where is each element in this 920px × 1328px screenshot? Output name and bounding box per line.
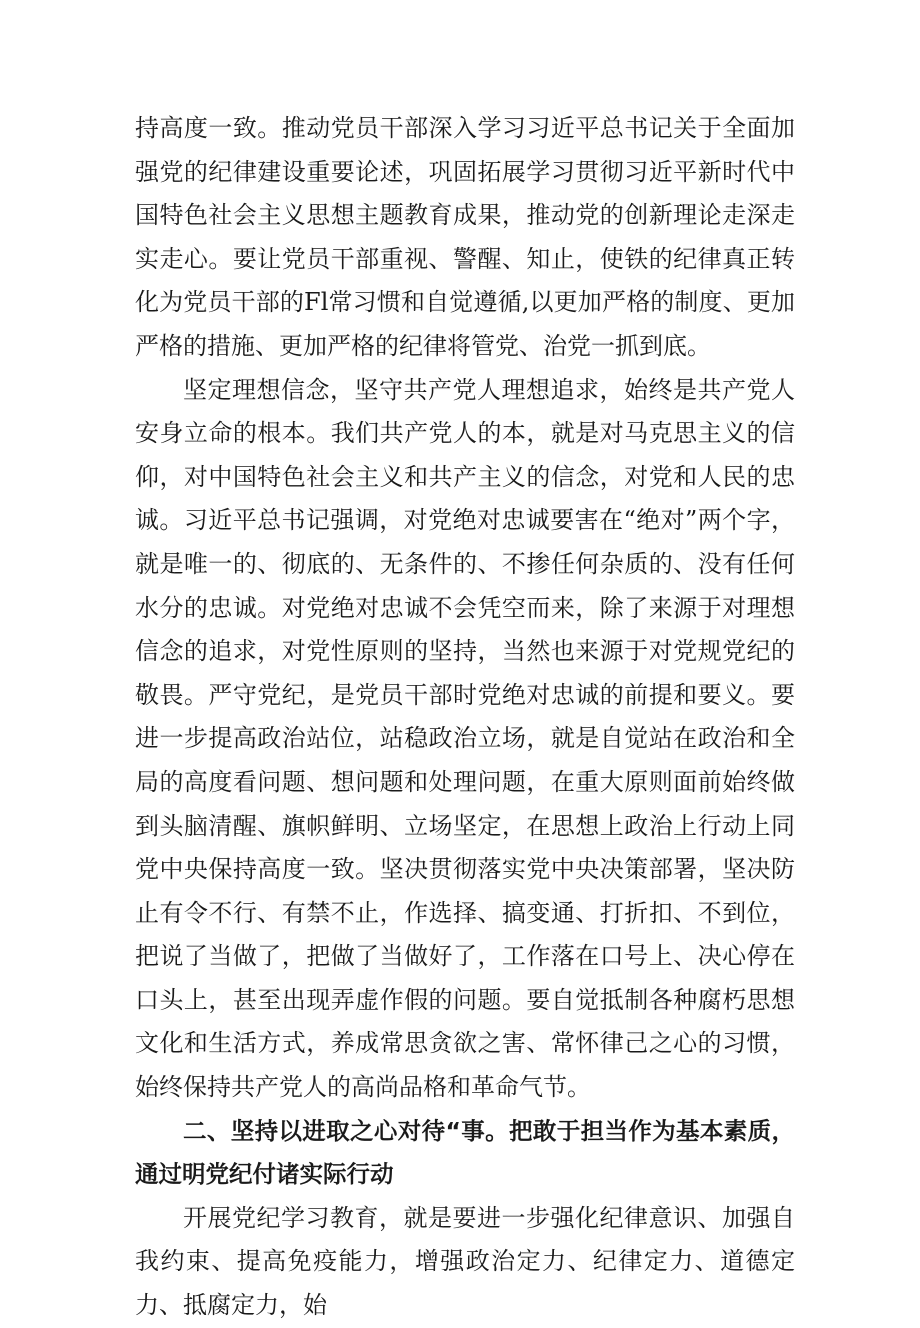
document-body bbox=[135, 107, 795, 1328]
paragraph-discipline-education: 开展党纪学习教育，就是要进一步强化纪律意识、加强自我约束、提高免疫能力，增强政治定力、纪律定力、道德定力、抵腐定力，始 bbox=[135, 1203, 795, 1320]
paragraph-ideals-and-beliefs: 坚定理想信念，坚守共产党人理想追求，始终是共产党人安身立命的根本。我们共产党人的本，就是对马克思主义的信仰，对中国特色社会主义和共产主义的信念，对党和人民的忠诚。习近平总书记强调，对党绝对忠诚要害在“绝对”两个字，就是唯一的、彻底的、无条件的、不掺任何杂质的、没有任何水分的忠诚。对党绝对忠诚不会凭空而来，除了来源于对理想信念的追求，对党性原则的坚持，当然也来源于对党规党纪的敬畏。严守党纪，是党员干部时党绝对忠诚的前提和要义。要进一步提高政治站位，站稳政治立场，就是自觉站在政治和全局的高度看问题、想问题和处理问题，在重大原则面前始终做到头脑清醒、旗帜鲜明、立场坚定，在思想上政治上行动上同党中央保持高度一致。坚决贯彻落实党中央决策部署，坚决防止有令不行、有禁不止，作选择、搞变通、打折扣、不到位，把说了当做了，把做了当做好了，工作落在口号上、决心停在口头上，甚至出现弄虚作假的问题。要自觉抵制各种腐朽思想文化和生活方式，养成常思贪欲之害、常怀律己之心的习惯，始终保持共产党人的高尚品格和革命气节。 bbox=[135, 375, 795, 1102]
paragraph-continuation: 持高度一致。推动党员干部深入学习习近平总书记关于全面加强党的纪律建设重要论述，巩固拓展学习贯彻习近平新时代中国特色社会主义思想主题教育成果，推动党的创新理论走深走实走心。要让党员干部重视、警醒、知止，使铁的纪律真正转化为党员干部的Fl常习惯和自觉遵循,以更加严格的制度、更加严格的措施、更加严格的纪律将管党、治党一抓到底。 bbox=[135, 114, 795, 360]
section-heading-two: 二、坚持以进取之心对待“事。把敢于担当作为基本素质，通过明党纪付诸实际行动 bbox=[135, 1116, 795, 1189]
